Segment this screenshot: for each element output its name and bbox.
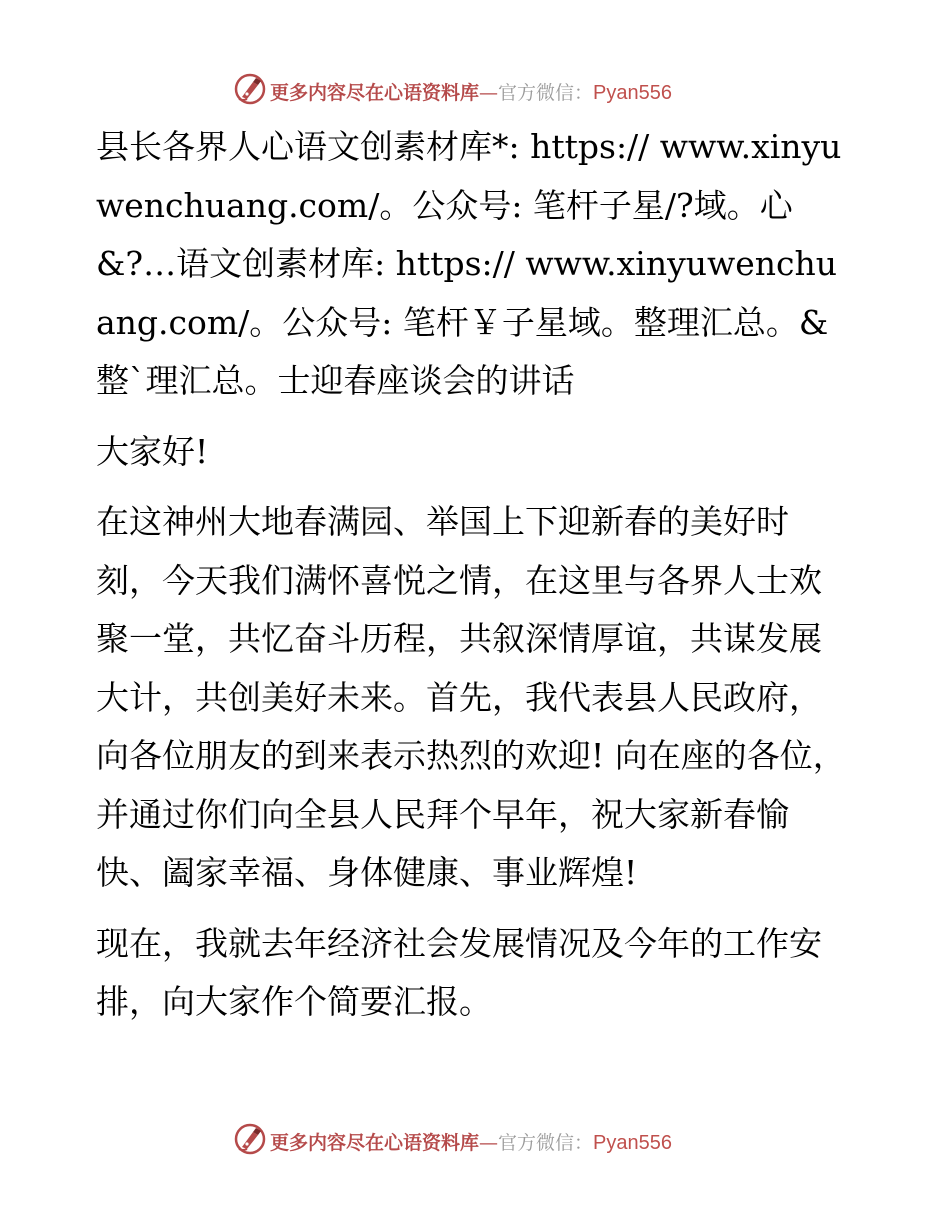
paragraph-title: 县长各界人心语文创素材库*: https:// www.xinyuwenchuang.com/。公众号: 笔杆子星/?域。心&?…语文创素材库: https:// www.xinyuwenchuang.com/。公众号: 笔杆￥子星域。整理汇总。&整`理汇总。士迎春座谈会的讲话 bbox=[96, 127, 842, 400]
header-banner bbox=[0, 70, 950, 110]
pen-nib-logo-icon bbox=[233, 72, 267, 106]
document-body bbox=[96, 118, 852, 1032]
banner-dash: — bbox=[479, 1132, 499, 1154]
banner-wechat-label: 官方微信： bbox=[498, 1132, 594, 1154]
paragraph-report-intro: 现在，我就去年经济社会发展情况及今年的工作安排，向大家作个简要汇报。 bbox=[96, 923, 822, 1021]
paragraph-greeting: 大家好! bbox=[96, 431, 209, 471]
banner-wechat-id: Pyan556 bbox=[593, 1132, 672, 1154]
paragraph-welcome: 在这神州大地春满园、举国上下迎新春的美好时刻，今天我们满怀喜悦之情，在这里与各界人士欢聚一堂，共忆奋斗历程，共叙深情厚谊，共谋发展大计，共创美好未来。首先，我代表县人民政府，向各位朋友的到来表示热烈的欢迎! 向在座的各位，并通过你们向全县人民拜个早年，祝大家新春愉快、阖家幸福、身体健康、事业辉煌! bbox=[96, 502, 846, 892]
footer-banner bbox=[0, 1120, 950, 1160]
header-banner-text bbox=[270, 78, 672, 105]
pen-nib-logo-icon bbox=[233, 1122, 267, 1156]
banner-wechat-id: Pyan556 bbox=[593, 82, 672, 104]
banner-dash: — bbox=[479, 82, 499, 104]
banner-site-text: 更多内容尽在心语资料库 bbox=[270, 1132, 480, 1154]
banner-wechat-label: 官方微信： bbox=[498, 82, 594, 104]
banner-site-text: 更多内容尽在心语资料库 bbox=[270, 82, 480, 104]
footer-banner-text bbox=[270, 1128, 672, 1155]
